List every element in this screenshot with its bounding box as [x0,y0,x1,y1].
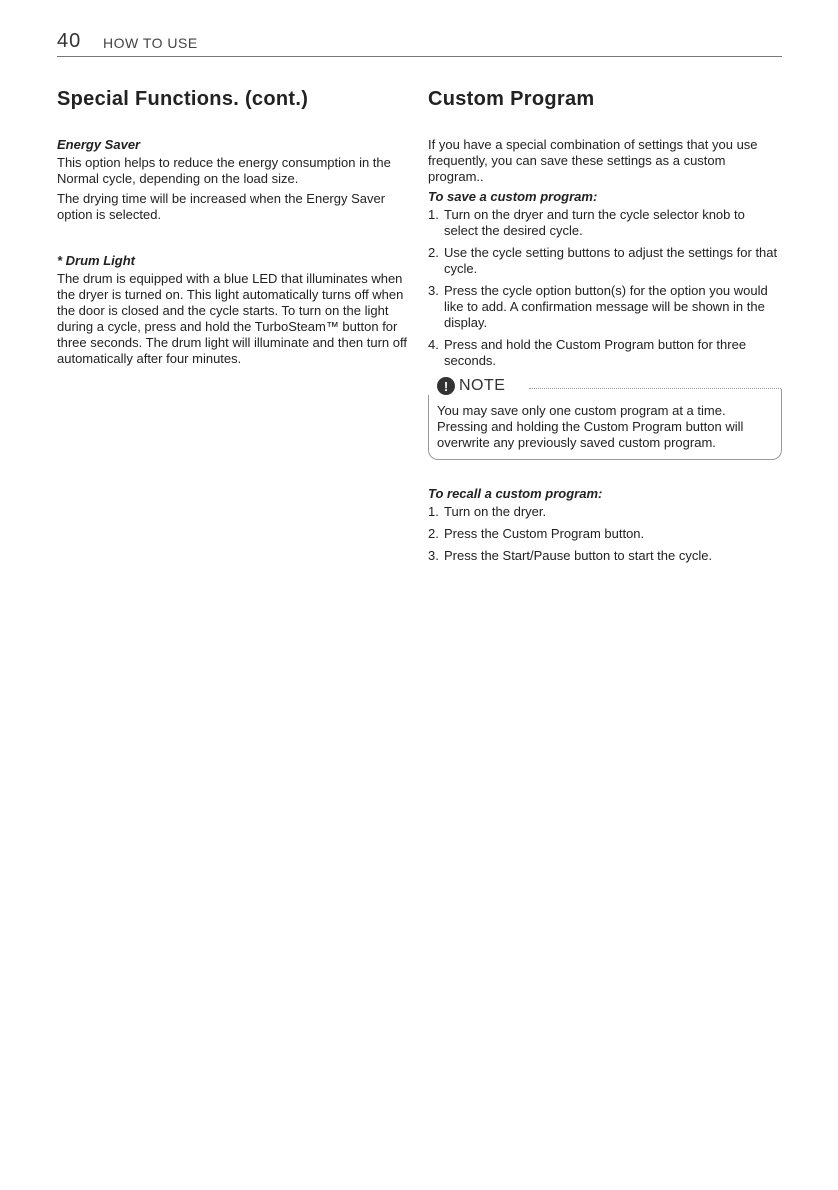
note-text: You may save only one custom program at a time. Pressing and holding the Custom Program button will overwrite any previously saved custom program. [437,403,744,450]
step-text: Turn on the dryer and turn the cycle selector knob to select the desired cycle. [444,207,745,238]
right-column [428,88,782,570]
list-item [428,504,782,520]
list-item [428,207,782,239]
step-number: 2. [428,526,439,541]
list-item [428,548,782,564]
custom-program-title: Custom Program [428,88,595,110]
step-text: Press the Start/Pause button to start the cycle. [444,548,713,563]
page-header [57,30,782,57]
note-header [427,377,509,395]
exclamation-icon: ! [437,377,455,395]
energy-saver-heading: Energy Saver [57,137,141,152]
page-number: 40 [57,30,82,52]
drum-light-paragraph: The drum is equipped with a blue LED that illuminates when the dryer is turned on. This light automatically turns off when the door is closed and the cycle starts. To turn on the light during a cycle, press and hold the TurboSteam™ button for three seconds. The drum light will illuminate and then turn off automatically after four minutes. [57,271,407,366]
step-number: 2. [428,245,439,260]
list-item [428,337,782,369]
step-text: Turn on the dryer. [444,504,547,519]
custom-program-intro: If you have a special combination of settings that you use frequently, you can save these settings as a custom program.. [428,137,758,184]
drum-light-heading: * Drum Light [57,253,135,268]
save-program-heading: To save a custom program: [428,189,598,204]
step-text: Press and hold the Custom Program button for three seconds. [444,337,747,368]
step-number: 3. [428,548,439,563]
list-item [428,526,782,542]
step-number: 1. [428,207,439,222]
energy-saver-paragraph: The drying time will be increased when the Energy Saver option is selected. [57,191,386,222]
note-label: NOTE [459,377,506,394]
step-number: 1. [428,504,439,519]
left-column [57,88,407,371]
recall-steps-list [428,504,782,564]
special-functions-title: Special Functions. (cont.) [57,88,309,110]
list-item [428,283,782,331]
save-steps-list [428,207,782,369]
note-box [428,377,782,460]
step-number: 4. [428,337,439,352]
list-item [428,245,782,277]
recall-program-heading: To recall a custom program: [428,486,603,501]
section-name: HOW TO USE [103,35,198,51]
energy-saver-paragraph: This option helps to reduce the energy consumption in the Normal cycle, depending on the load size. [57,155,391,186]
step-text: Press the Custom Program button. [444,526,645,541]
step-text: Use the cycle setting buttons to adjust the settings for that cycle. [444,245,778,276]
step-number: 3. [428,283,439,298]
step-text: Press the cycle option button(s) for the option you would like to add. A confirmation message will be shown in the display. [444,283,768,330]
